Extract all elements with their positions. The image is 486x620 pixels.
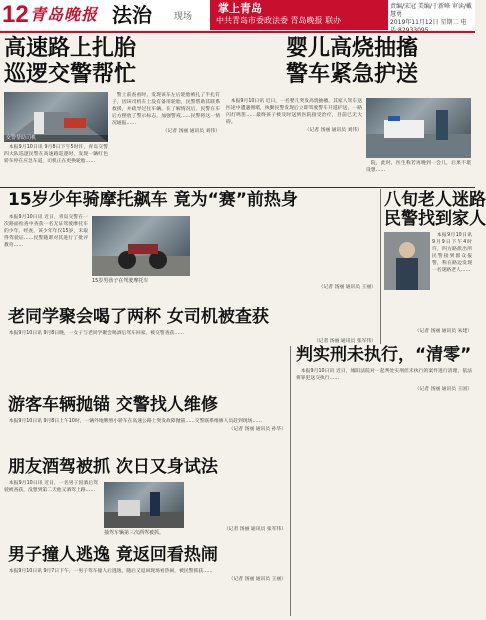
article-photo	[92, 216, 190, 276]
article-body	[4, 214, 88, 306]
article-body	[4, 480, 98, 540]
banner	[210, 0, 388, 30]
editors-line: 责编/宋冠 美编/于新峰 审读/戴慧勇	[390, 3, 472, 18]
article-headline: 15岁少年骑摩托飙车 竟为“赛”前热身	[8, 190, 298, 210]
paper-name: 青岛晚报	[30, 5, 99, 24]
article-photo	[4, 92, 108, 142]
byline: （记者 汤丽 通讯员 刘伟）	[304, 128, 362, 133]
article-motorcade	[4, 36, 214, 88]
article-photo	[104, 482, 184, 528]
byline: （记者 汤丽 通讯员 王国）	[414, 387, 472, 392]
subsection-title: 现场	[174, 12, 193, 22]
banner-title: 掌上青岛	[218, 2, 262, 15]
article-sentence	[296, 346, 472, 365]
byline: （记者 汤丽 通讯员 朱建）	[414, 329, 472, 334]
article-elderly	[384, 190, 486, 229]
photo-caption: 抽驾车辆第三次酒驾被抓。	[104, 530, 165, 536]
article-friend	[8, 458, 288, 477]
article-headline-1: 婴儿高烧抽搐	[285, 36, 418, 61]
article-body	[296, 368, 472, 616]
article-escape	[8, 546, 288, 565]
paragraph: 本报9月10日讯 9月8日下午5时许，青岛交警四大队巡逻民警在高速路巡逻时，发现一辆红色轿车停在应急车道，司机正在更换轮胎……	[4, 145, 108, 164]
paragraph: 本报9月10日讯 近日，一名婴儿突发高烧抽搐，其家人驾车送医途中遭遇拥堵，执勤民警发现后立即驾驶警车开道护送，一路闪灯鸣笛……最终孩子被及时送到医院接受治疗，目前已无大碍。	[226, 99, 362, 125]
article-headline-2: 警车紧急护送	[285, 62, 418, 87]
divider	[0, 187, 475, 188]
article-photo	[384, 232, 430, 290]
article-headline: 游客车辆抛锚 交警找人维修	[8, 395, 218, 415]
article-body-cont	[384, 292, 472, 342]
motorcycle-scene-image	[92, 216, 190, 276]
article-headline: 男子撞人逃逸 竟返回看热闹	[8, 545, 218, 565]
paragraph: 本报9月10日讯 9月9日下午4时许，四方路派出所民警接到群众报警，称在路边发现一名迷路老人……	[432, 233, 472, 273]
paragraph: 院，此时，医生称若再晚到一会儿，后果不堪设想……	[366, 161, 471, 173]
article-body-left	[4, 144, 108, 184]
article-body	[4, 418, 286, 454]
photo-caption: 交警帮助司机	[4, 135, 108, 142]
byline: （记者 汤丽 通讯员 张军伟）	[223, 527, 286, 532]
byline: （记者 汤丽 通讯员 王丽）	[318, 285, 376, 290]
article-scooter	[8, 191, 378, 210]
article-body	[4, 568, 286, 618]
section-title: 法治	[112, 3, 152, 27]
paragraph: 本报9月10日讯 近日，一名男子因酒后驾驶被查获，没想到第二天他又酒驾上路……	[4, 481, 98, 493]
elderly-person-image	[384, 232, 430, 290]
article-headline-1: 八旬老人迷路	[384, 190, 486, 210]
page-number: 12	[2, 1, 29, 28]
paragraph: 本报9月10日讯 9月8日上午10时，一辆外地牌照小轿车在高速公路上突发故障抛锚……交警联系维修人员赶到现场……	[8, 419, 262, 424]
paragraph: 本报9月10日讯 近日，青岛交警在一次路面检查中查获一名无证驾驶摩托车的少年，经查，该少年年仅15岁，未取得驾驶证……民警随即对其进行了批评教育……	[4, 215, 88, 248]
photo-caption: 15岁男孩子在驾驶摩托车	[92, 278, 149, 284]
article-photo	[366, 98, 471, 158]
article-body	[226, 98, 362, 184]
paragraph: 本报9月10日讯 9月8日晚，一女子与老同学聚会喝酒后驾车回家，被交警查获……	[8, 331, 184, 336]
article-baby	[232, 36, 472, 88]
article-headline-1: 高速路上扎胎	[4, 36, 137, 61]
article-headline: 朋友酒驾被抓 次日又身试法	[8, 457, 218, 477]
paragraph: 警上前查看时，发现该车左后轮胎被扎了半扎钉子，因该司机车上没有备用轮胎，民警帮助其联系救援，并疏导过往车辆。在了解情况后，民警在车后方摆放了警示标志，加强警戒……民警将这一情况通报……	[112, 93, 220, 126]
byline: （记者 汤丽 通讯员 王丽）	[228, 577, 286, 582]
divider	[380, 189, 381, 344]
article-aside	[366, 160, 471, 184]
article-fraud	[8, 308, 378, 327]
banner-slogan: 中共青岛市委政法委 青岛晚报 联办	[216, 16, 342, 25]
hospital-scene-image	[366, 98, 471, 158]
paragraph: 本报9月10日讯 近日，城阳法院对一起判处实刑但未执行的案件进行清理，依法将罪犯送交执行……	[296, 369, 472, 381]
police-checkpoint-image	[104, 482, 184, 528]
byline: （记者 汤丽 通讯员 孙华）	[228, 427, 286, 432]
article-body-right	[112, 92, 220, 182]
article-headline: 判实刑未执行，“清零”	[296, 345, 472, 365]
article-body-cont	[188, 480, 286, 540]
article-headline: 老同学聚会喝了两杯 女司机被查获	[8, 307, 269, 327]
article-body	[432, 232, 472, 290]
date-line: 2019年11月12日 星期二 电	[390, 19, 467, 26]
masthead-rule	[0, 31, 475, 33]
byline: （记者 汤丽 通讯员 刘伟）	[162, 129, 220, 134]
article-headline-2: 民警找到家人	[384, 209, 486, 229]
article-tourist	[8, 396, 288, 415]
byline: （记者 汤丽 通讯员 张军伟）	[313, 339, 376, 344]
article-headline-2: 巡逻交警帮忙	[4, 62, 137, 87]
divider	[290, 346, 291, 616]
paragraph: 本报9月10日讯 9月7日下午，一男子驾车撞人后逃逸，随后又返回现场看热闹，被民警抓获……	[8, 569, 213, 574]
article-body-cont	[196, 214, 376, 306]
